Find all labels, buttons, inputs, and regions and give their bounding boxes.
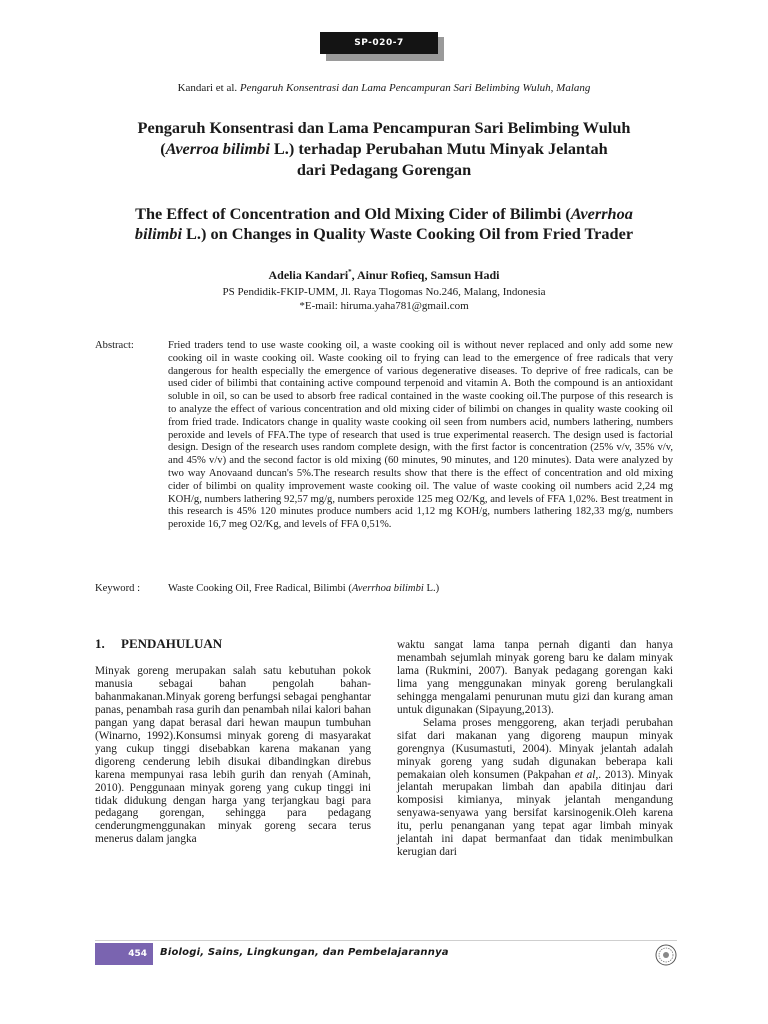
affiliation-block [0, 286, 768, 313]
title-indonesian [90, 117, 678, 180]
running-header [0, 82, 768, 94]
title-en-line1-text: The Effect of Concentration and Old Mixing Cider of Bilimbi ( [135, 204, 571, 223]
university-seal-icon [655, 944, 677, 966]
title-en-line2 [90, 224, 678, 244]
running-header-authors: Kandari et al. [177, 82, 240, 94]
keyword-text [168, 583, 673, 594]
author-rest: , Ainur Rofieq, Samsun Hadi [351, 268, 500, 282]
title-en-species: bilimbi [134, 224, 182, 243]
section-number: 1. [95, 636, 105, 651]
abstract-label: Abstract: [95, 340, 134, 351]
keyword-species: Averrhoa bilimbi [351, 583, 424, 594]
running-header-title: Pengaruh Konsentrasi dan Lama Pencampuran Sari Belimbing Wuluh, Malang [239, 82, 591, 94]
keyword-text-pre: Waste Cooking Oil, Free Radical, Bilimbi ( [168, 583, 352, 594]
title-id-line3: dari Pedagang Gorengan [296, 160, 472, 179]
email: *E-mail: hiruma.yaha781@gmail.com [299, 299, 469, 312]
right-paragraph-1: waktu sangat lama tanpa pernah diganti dan hanya menambah sejumlah minyak goreng baru ke dalam minyak lama (Rukmini, 2007). Banyak pedagang gorengan kaki lima yang menggunakan minyak goreng berulangkali sehingga mengalami penurunan mutu gizi dan kurang aman untuk digunakan (Sipayung,2013). [397, 639, 673, 716]
body-column-left [95, 665, 371, 846]
right-p2-post: ,. 2013). Minyak jelantah merupakan limbah dan apabila ditinjau dari komposisi kimianya, minyak jelantah mengandung senyawa-senyawa yang bersifat karsinogenik.Oleh karena itu, perlu penanganan yang tepat agar limbah minyak jelantah ini dapat bermanfaat dan tidak menimbulkan kerugian dari [397, 768, 674, 859]
journal-name: Biologi, Sains, Lingkungan, dan Pembelajarannya [160, 947, 449, 958]
right-p2-etal: et al [574, 768, 596, 781]
title-en-genus: Averrhoa [570, 204, 633, 223]
footer-divider [95, 940, 677, 941]
title-id-line2-rest: L.) terhadap Perubahan Mutu Minyak Jelantah [269, 139, 608, 158]
keyword-text-post: L.) [423, 583, 440, 594]
author-first: Adelia Kandari [268, 268, 349, 282]
right-paragraph-2 [397, 717, 673, 859]
title-id-line1: Pengaruh Konsentrasi dan Lama Pencampuran Sari Belimbing Wuluh [137, 118, 631, 137]
body-column-right [397, 639, 673, 859]
section-heading [95, 636, 222, 652]
title-id-species: Averroa bilimbi [165, 139, 270, 158]
author-list [0, 268, 768, 283]
page-number: 454 [95, 943, 153, 965]
session-badge [320, 32, 444, 58]
title-english [90, 204, 678, 244]
title-id-paren: ( [160, 139, 166, 158]
left-paragraph-1: Minyak goreng merupakan salah satu kebutuhan pokok manusia sebagai bahan pengolah bahan-bahanmakanan.Minyak goreng berfungsi sebagai penghantar panas, penambah rasa gurih dan penambah nilai kalori bahan pangan yang dapat berasal dari hewan maupun tumbuhan (Winarno, 1992).Konsumsi minyak goreng di masyarakat yang cukup tinggi disebabkan karena makanan yang digoreng cenderung lebih disukai dibandingkan direbus karena mempunyai rasa lebih gurih dan renyah (Aminah, 2010). Penggunaan minyak goreng yang cukup tinggi ini tidak didukung dengan harga yang terjangkau bagi para pedagang gorengan, sehingga para pedagang cenderungmenggunakan minyak goreng secara terus menerus dalam jangka [95, 665, 371, 846]
title-id-line2 [90, 138, 678, 159]
right-p2-pre: Selama proses menggoreng, akan terjadi perubahan sifat dari makanan yang digoreng maupun minyak gorengnya (Kusumastuti, 2004). Minyak jelantah adalah minyak goreng yang sudah digunakan beberapa kali pemakaian oleh konsumen (Pakpahan [397, 716, 673, 781]
section-title: PENDAHULUAN [121, 636, 223, 651]
title-en-line1 [90, 204, 678, 224]
corresponding-mark: * [348, 268, 352, 276]
title-en-line2-rest: L.) on Changes in Quality Waste Cooking Oil from Fried Trader [181, 224, 634, 243]
session-badge-label: SP-020-7 [320, 32, 438, 54]
keyword-label: Keyword : [95, 583, 141, 594]
abstract-text: Fried traders tend to use waste cooking oil, a waste cooking oil is without never replaced and only add some new cooking oil in waste cooking oil. Waste cooking oil to frying can lead to the emergence of free radicals that very dangerous for health especially the emergence of various degenerative diseases. To deprive of free radicals, can be used cider of bilimbi that containing active compound terpenoid and vitamin A. Both the compound is an antioxidant soluble in oil, so can be used to absorb free radical contained in the waste cooking oil.The purpose of this research is to analyze the effect of various concentration and old mixing cider of bilimbi on changes in quality waste cooking oil from fried trade. Indicators change in quality waste cooking oil seen from numbers acid, numbers lathering, numbers peroxide and levels of FFA.The type of research that used is true experimental reaserch. The design used is factorial design. Design of the research uses random complete design, with the first factor is concentration (25% v/v, 35% v/v, and 45% v/v) and the second factor is old mixing (60 minutes, 90 minutes, and 120 minutes). Data were analyzed by two way Anovaand duncan's 5%.The research results show that there is the effect of concentration and old mixing cider of bilimbi on quality improvement waste cooking oil. The value of waste cooking oil numbers acid 2,24 mg KOH/g, numbers lathering 92,57 mg/g, numbers peroxide 125 meg O2/Kg, and levels of FFA 1,02%. Best treatment in this research is 45% 120 minutes produce numbers acid 1,12 mg KOH/g, numbers lathering 182,33 mg/g, numbers peroxide 16,7 meg O2/Kg, and levels of FFA 0,51%. [168, 340, 673, 531]
affiliation: PS Pendidik-FKIP-UMM, Jl. Raya Tlogomas No.246, Malang, Indonesia [222, 286, 546, 298]
